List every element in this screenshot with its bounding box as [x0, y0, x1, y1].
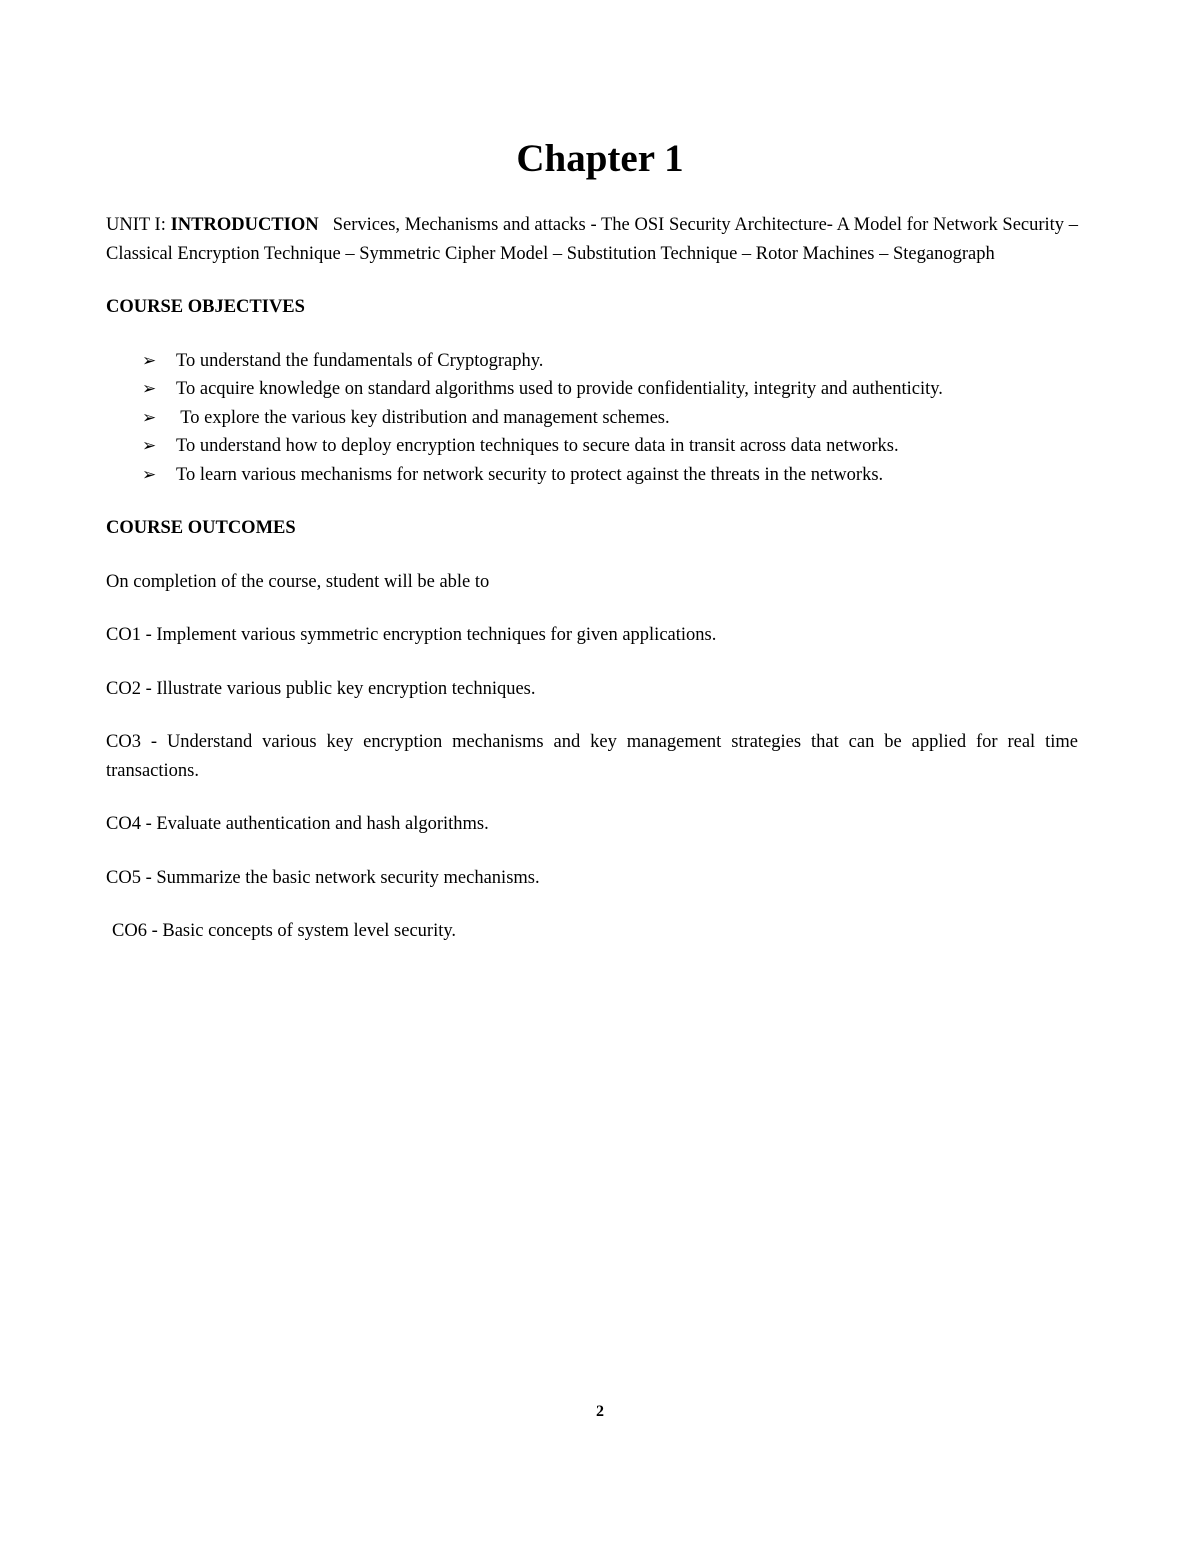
document-body: [106, 211, 1078, 946]
objective-item: [106, 404, 1078, 433]
objectives-list: [106, 347, 1078, 490]
course-outcome-co1: CO1 - Implement various symmetric encryption techniques for given applications.: [106, 625, 717, 645]
arrowhead-bullet-icon: ➢: [142, 464, 157, 484]
objectives-heading: COURSE OBJECTIVES: [106, 297, 305, 317]
objective-text: To understand the fundamentals of Cryptography.: [176, 350, 544, 371]
objective-text: To learn various mechanisms for network security to protect against the threats in the networks.: [176, 464, 884, 485]
arrowhead-bullet-icon: ➢: [142, 350, 157, 370]
course-outcome-co6: CO6 - Basic concepts of system level security.: [112, 921, 457, 941]
outcomes-intro: On completion of the course, student will be able to: [106, 571, 490, 592]
objective-item: [106, 347, 1078, 376]
page-number: 2: [596, 1403, 604, 1420]
course-outcome-co2: CO2 - Illustrate various public key encryption techniques.: [106, 678, 536, 699]
objective-item: [106, 432, 1078, 461]
course-outcome-co4: CO4 - Evaluate authentication and hash algorithms.: [106, 814, 489, 834]
course-outcome-co5: CO5 - Summarize the basic network security mechanisms.: [106, 867, 540, 888]
objective-item: [106, 375, 1078, 404]
chapter-title: Chapter 1: [516, 137, 684, 180]
unit-prefix: UNIT I:: [106, 215, 171, 235]
arrowhead-bullet-icon: ➢: [142, 379, 157, 398]
objective-item: [106, 461, 1078, 490]
unit-title: INTRODUCTION: [170, 215, 319, 235]
objective-text: To understand how to deploy encryption techniques to secure data in transit across data networks.: [176, 436, 899, 456]
arrowhead-bullet-icon: ➢: [142, 436, 157, 455]
course-outcome-co3: CO3 - Understand various key encryption mechanisms and key management strategies that can be applied for real time transactions.: [106, 732, 1078, 781]
unit-description: Services, Mechanisms and attacks - The OSI Security Architecture- A Model for Network Security – Classical Encryption Technique – Symmetric Cipher Model – Substitution Technique – Rotor Machines – Steganograph: [106, 215, 1079, 264]
objective-text: To acquire knowledge on standard algorithms used to provide confidentiality, integrity and authenticity.: [176, 379, 943, 399]
unit-paragraph: [106, 211, 1078, 268]
outcomes-heading: COURSE OUTCOMES: [106, 518, 296, 538]
arrowhead-bullet-icon: ➢: [142, 407, 157, 427]
objective-text: To explore the various key distribution and management schemes.: [176, 407, 670, 428]
